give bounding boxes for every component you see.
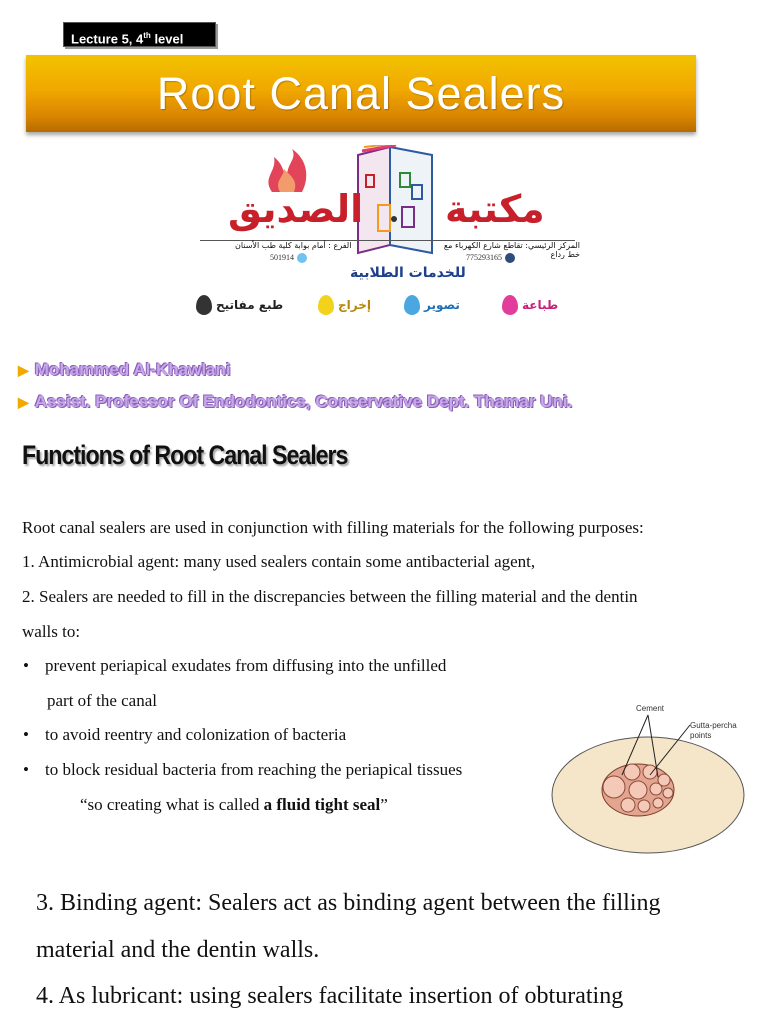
bullet-residual-bacteria: • to block residual bacteria from reaching the periapical tissues — [45, 760, 462, 780]
service-design: إخراج — [318, 295, 371, 315]
bullet-periapical-cont: part of the canal — [47, 691, 157, 710]
book-building-icon — [350, 145, 440, 255]
bullet-periapical-exudates: • prevent periapical exudates from diffusing into the unfilled — [45, 656, 446, 676]
section-heading: Functions of Root Canal Sealers — [22, 440, 348, 470]
printing-drop-icon — [502, 295, 518, 315]
key-drop-icon — [196, 295, 212, 315]
item-lubricant: 4. As lubricant: using sealers facilitate insertion of obturating — [36, 983, 624, 1009]
bullet-reentry: • to avoid reentry and colonization of bacteria — [45, 725, 346, 745]
lecture-tag: Lecture 5, 4th level — [63, 22, 216, 47]
mobile-icon — [505, 253, 515, 263]
library-tagline: للخدمات الطلابية — [350, 265, 466, 281]
gutta-percha-label: Gutta-percha — [690, 721, 737, 730]
service-key-printing: طبع مفاتيح — [196, 295, 283, 315]
phone-icon — [297, 253, 307, 263]
item-discrepancies: 2. Sealers are needed to fill in the discrepancies between the filling material and the dentin — [22, 587, 638, 606]
item-binding-agent: 3. Binding agent: Sealers act as binding agent between the filling — [36, 890, 661, 916]
copying-drop-icon — [404, 295, 420, 315]
fluid-tight-seal-quote: “so creating what is called a fluid tight seal” — [80, 795, 388, 814]
brand-word-library: مكتبة — [445, 187, 545, 231]
item-binding-agent-cont: material and the dentin walls. — [36, 937, 320, 963]
service-copying: تصوير — [404, 295, 460, 315]
branch-phone: 501914 — [270, 253, 307, 263]
service-printing: طباعة — [502, 295, 558, 315]
branch-address: الفرع : أمام بوابة كلية طب الأسنان — [235, 241, 352, 250]
main-address: المركز الرئيسي: تقاطع شارع الكهرباء مع خط رداع — [443, 241, 580, 259]
design-drop-icon — [318, 295, 334, 315]
canal-cross-section-figure — [540, 695, 765, 860]
library-logo — [190, 145, 580, 330]
page-title: Root Canal Sealers — [156, 67, 566, 119]
main-phone: 775293165 — [466, 253, 515, 263]
arrow-bullet-icon: ▶ — [18, 362, 29, 378]
intro-paragraph: Root canal sealers are used in conjunction with filling materials for the following purposes: — [22, 518, 644, 537]
title-banner — [26, 55, 696, 132]
brand-word-alsadeeq: الصديق — [228, 187, 364, 231]
item-antimicrobial: 1. Antimicrobial agent: many used sealers contain some antibacterial agent, — [22, 552, 536, 571]
services-row — [190, 295, 580, 325]
points-label: points — [690, 731, 712, 740]
author-name: ▶ Mohammed Al-Khawlani — [18, 360, 231, 379]
author-title: ▶ Assist. Professor Of Endodontics, Conservative Dept. Thamar Uni. — [18, 392, 573, 411]
arrow-bullet-icon: ▶ — [18, 394, 29, 410]
item-discrepancies-cont: walls to: — [22, 622, 81, 641]
cement-label: Cement — [636, 704, 665, 713]
